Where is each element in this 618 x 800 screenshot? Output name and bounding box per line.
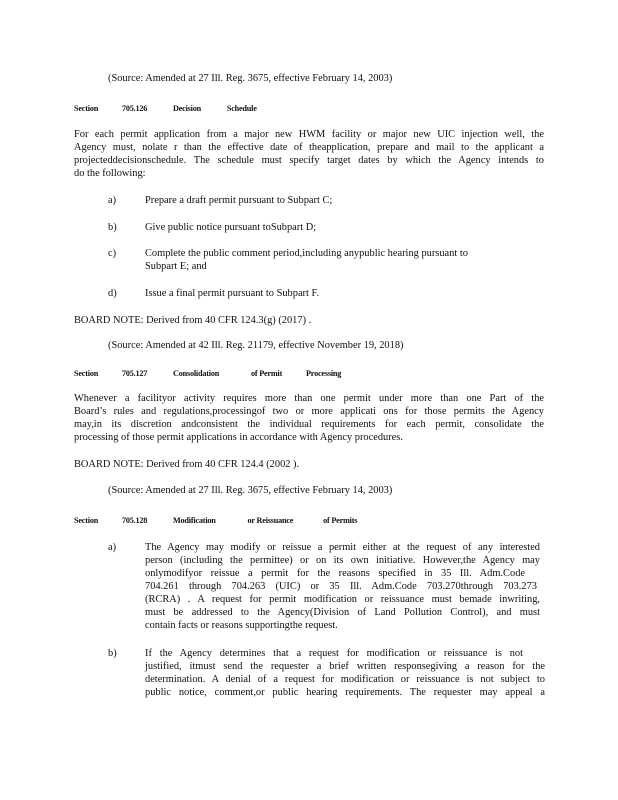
section-word: Section bbox=[74, 516, 99, 525]
source-note-2: (Source: Amended at 42 Ill. Reg. 21179, effective November 19, 2018) bbox=[108, 340, 404, 351]
list-item-text: onlymodifyor reissue a permit for the reasons specified in 35 Ill. Adm.Code bbox=[145, 568, 525, 579]
section-title-part: Consolidation bbox=[173, 369, 220, 378]
source-note-1: (Source: Amended at 27 Ill. Reg. 3675, effective February 14, 2003) bbox=[108, 73, 393, 84]
paragraph-line: Agency must, nolate r than the effective date of theapplication, prepare and mail to the applicant a bbox=[74, 142, 544, 153]
list-item-letter: b) bbox=[108, 222, 117, 233]
list-item-text: If the Agency determines that a request for modification or reissuance is not bbox=[145, 648, 523, 659]
board-note-1: BOARD NOTE: Derived from 40 CFR 124.3(g) (2017) . bbox=[74, 315, 312, 326]
section-word: Section bbox=[74, 369, 99, 378]
section-number: 705.127 bbox=[121, 369, 148, 378]
source-note-3: (Source: Amended at 27 Ill. Reg. 3675, effective February 14, 2003) bbox=[108, 485, 393, 496]
paragraph-line: projecteddecisionschedule. The schedule must specify target dates by which the Agency intends to bbox=[74, 155, 544, 166]
section-number: 705.128 bbox=[121, 516, 148, 525]
section-title-part: Modification bbox=[173, 516, 216, 525]
paragraph-line: processing of those permit applications in accordance with Agency procedures. bbox=[74, 432, 403, 443]
paragraph-line: Whenever a facilityor activity requires more than one permit under more than one Part of the bbox=[74, 393, 544, 404]
board-note-2: BOARD NOTE: Derived from 40 CFR 124.4 (2002 ). bbox=[74, 459, 300, 470]
section-heading-705-126 bbox=[74, 103, 257, 115]
section-number: 705.126 bbox=[121, 104, 148, 113]
section-title-part: of Permits bbox=[323, 516, 358, 525]
list-item-text: 704.261 through 704.263 (UIC) or 35 Ill. Adm.Code 703.270through 703.273 bbox=[145, 581, 537, 592]
paragraph-line: may,in its discretion andconsistent the individual requirements for each permit, consolidate the bbox=[74, 419, 544, 430]
list-item-text: justified, itmust send the requester a brief written responsegiving a reason for the bbox=[145, 661, 545, 672]
list-item-text: person (including the permittee) or on its own initiative. However,the Agency may bbox=[145, 555, 540, 566]
section-title-part: Decision bbox=[173, 104, 201, 113]
section-heading-705-128 bbox=[74, 515, 357, 527]
list-item-letter: a) bbox=[108, 542, 117, 553]
section-title-part: Processing bbox=[306, 369, 342, 378]
list-item-text: Complete the public comment period,including anypublic hearing pursuant to bbox=[145, 248, 468, 259]
list-item-text: Give public notice pursuant toSubpart D; bbox=[145, 222, 317, 233]
list-item-text: Subpart E; and bbox=[145, 261, 207, 272]
list-item-text: (RCRA) . A request for permit modification or reissuance must bemade inwriting, bbox=[145, 594, 540, 605]
list-item-text: The Agency may modify or reissue a permit either at the request of any interested bbox=[145, 542, 540, 553]
section-word: Section bbox=[74, 104, 99, 113]
list-item-letter: b) bbox=[108, 648, 117, 659]
list-item-text: contain facts or reasons supportingthe request. bbox=[145, 620, 338, 631]
section-title-part: of Permit bbox=[250, 369, 283, 378]
list-item-text: must be addressed to the Agency(Division of Land Pollution Control), and must bbox=[145, 607, 540, 618]
list-item-letter: d) bbox=[108, 288, 117, 299]
paragraph-line: do the following: bbox=[74, 168, 146, 179]
paragraph-line: Board’s rules and regulations,processingof two or more applicati ons for those permits the Agency bbox=[74, 406, 544, 417]
list-item-letter: c) bbox=[108, 248, 117, 259]
list-item-text: Issue a final permit pursuant to Subpart F. bbox=[145, 288, 320, 299]
list-item-letter: a) bbox=[108, 195, 117, 206]
list-item-text: Prepare a draft permit pursuant to Subpart C; bbox=[145, 195, 333, 206]
section-heading-705-127 bbox=[74, 368, 341, 380]
paragraph-line: For each permit application from a major new HWM facility or major new UIC injection well, the bbox=[74, 129, 544, 140]
section-title-part: Schedule bbox=[226, 104, 257, 113]
section-title-part: or Reissuance bbox=[247, 516, 294, 525]
list-item-text: public notice, comment,or public hearing requirements. The requester may appeal a bbox=[145, 687, 545, 698]
list-item-text: determination. A denial of a request for modification or reissuance is not subject to bbox=[145, 674, 545, 685]
